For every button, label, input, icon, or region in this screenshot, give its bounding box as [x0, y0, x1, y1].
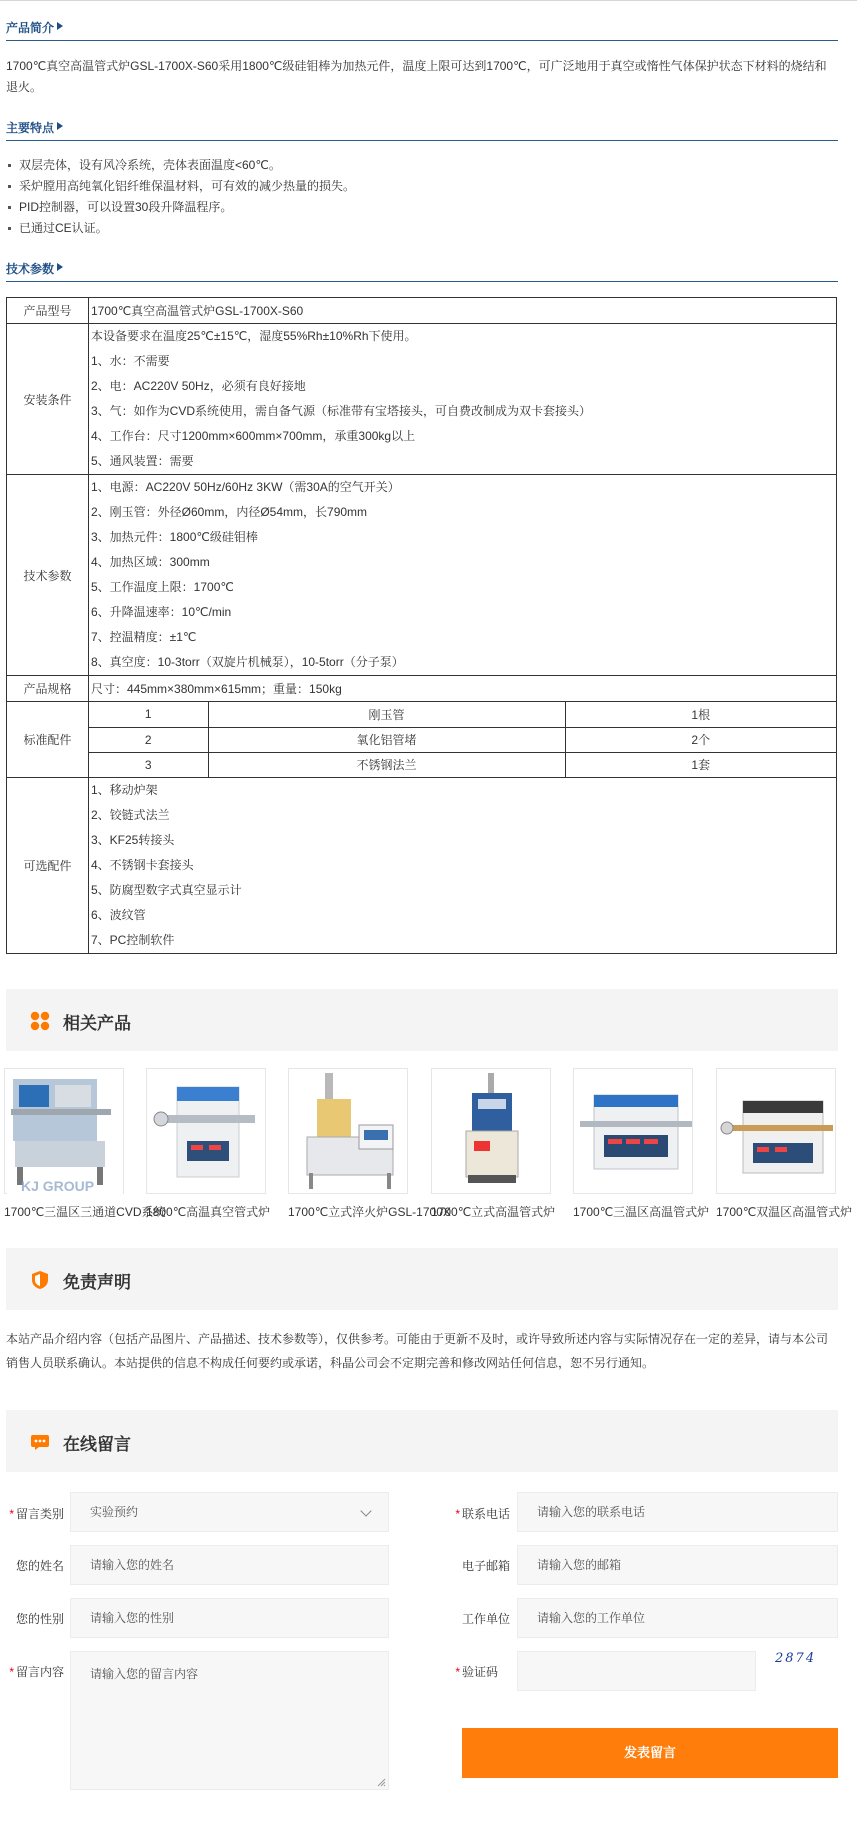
- accessory-row: [89, 752, 836, 777]
- type-label-text: 留言类别: [15, 1507, 64, 1521]
- product-thumbnail[interactable]: [288, 1068, 408, 1194]
- type-select[interactable]: [70, 1492, 389, 1532]
- section-intro-title: 产品简介: [6, 21, 55, 35]
- feature-item: 已通过CE认证。: [6, 218, 355, 239]
- name-input[interactable]: 请输入您的姓名: [70, 1545, 389, 1585]
- tech-line: 1、电源：AC220V 50Hz/60Hz 3KW（需30A的空气开关）: [91, 480, 400, 494]
- captcha-input[interactable]: [517, 1651, 756, 1691]
- spec-value-size: 尺寸：445mm×380mm×615mm；重量：150kg: [89, 676, 837, 702]
- type-label: [4, 1505, 64, 1522]
- spec-label-size: 产品规格: [7, 676, 89, 702]
- table-row: [7, 778, 837, 954]
- tech-line: 7、控温精度：±1℃: [91, 630, 197, 644]
- message-header: [6, 1410, 838, 1472]
- spec-label-model: 产品型号: [7, 298, 89, 324]
- spec-label-accessories: 标准配件: [7, 702, 89, 778]
- install-line: 1、水：不需要: [91, 354, 170, 368]
- product-thumbnail[interactable]: [716, 1068, 836, 1194]
- section-params-header: [6, 260, 838, 282]
- shield-icon: [30, 1270, 50, 1290]
- phone-label-text: 联系电话: [461, 1507, 510, 1521]
- email-label: 电子邮箱: [461, 1559, 510, 1573]
- spec-table: [6, 297, 837, 954]
- triangle-right-icon: [57, 22, 63, 30]
- required-mark: *: [9, 1507, 14, 1521]
- optional-line: 7、PC控制软件: [91, 933, 175, 947]
- related-product-card[interactable]: [573, 1068, 710, 1220]
- content-label: [4, 1663, 64, 1680]
- section-features-title: 主要特点: [6, 121, 55, 135]
- feature-list: [6, 155, 355, 239]
- top-divider: [0, 0, 857, 1]
- submit-button[interactable]: 发表留言: [462, 1728, 838, 1778]
- optional-line: 1、移动炉架: [91, 783, 158, 797]
- related-product-card[interactable]: [431, 1068, 556, 1220]
- spec-value-tech: [89, 475, 837, 676]
- section-params-title: 技术参数: [6, 262, 55, 276]
- install-line: 4、工作台：尺寸1200mm×600mm×700mm，承重300kg以上: [91, 429, 416, 443]
- accessory-row: [89, 702, 836, 727]
- related-products-title: 相关产品: [63, 1014, 131, 1033]
- section-intro-header: [6, 19, 838, 41]
- watermark-text: KJ GROUP: [21, 1178, 95, 1194]
- install-line: 2、电：AC220V 50Hz，必须有良好接地: [91, 379, 306, 393]
- optional-line: 4、不锈钢卡套接头: [91, 858, 194, 872]
- gender-label: 您的性别: [15, 1612, 64, 1626]
- product-thumbnail[interactable]: [573, 1068, 693, 1194]
- content-label-text: 留言内容: [15, 1665, 64, 1679]
- three-zone-furnace-image: [574, 1069, 694, 1195]
- triangle-right-icon: [57, 263, 63, 271]
- related-product-card[interactable]: [4, 1068, 166, 1220]
- spec-value-accessories: [89, 702, 837, 778]
- accessory-name: 刚玉管: [208, 702, 565, 727]
- required-mark: *: [455, 1507, 460, 1521]
- captcha-image[interactable]: 2874: [775, 1651, 817, 1666]
- product-thumbnail[interactable]: [4, 1068, 124, 1194]
- optional-line: 3、KF25转接头: [91, 833, 175, 847]
- accessory-row: [89, 727, 836, 752]
- triangle-right-icon: [57, 122, 63, 130]
- spec-label-install: 安装条件: [7, 324, 89, 475]
- related-product-name[interactable]: 1700℃三温区三通道CVD系统: [4, 1205, 166, 1219]
- related-product-name[interactable]: 1700℃立式高温管式炉: [431, 1205, 556, 1219]
- chat-bubble-icon: [30, 1432, 50, 1452]
- tech-line: 2、刚玉管：外径Ø60mm，内径Ø54mm，长790mm: [91, 505, 368, 519]
- product-thumbnail[interactable]: [431, 1068, 551, 1194]
- accessory-qty: 1根: [565, 702, 836, 727]
- related-product-card[interactable]: [716, 1068, 853, 1220]
- product-thumbnail[interactable]: [146, 1068, 266, 1194]
- tech-line: 3、加热元件：1800℃级硅钼棒: [91, 530, 258, 544]
- disclaimer-header: [6, 1248, 838, 1310]
- related-product-card[interactable]: [288, 1068, 451, 1220]
- feature-item: 采炉膛用高纯氧化铝纤维保温材料，可有效的减少热量的损失。: [6, 176, 355, 197]
- content-placeholder: 请输入您的留言内容: [90, 1667, 199, 1681]
- grid-dots-icon: [30, 1011, 50, 1031]
- tech-line: 6、升降温速率：10℃/min: [91, 605, 232, 619]
- spec-value-optional: [89, 778, 837, 954]
- vertical-quench-furnace-image: [289, 1069, 409, 1195]
- phone-label: [446, 1505, 510, 1522]
- related-product-name[interactable]: 1700℃立式淬火炉GSL-1700X: [288, 1205, 451, 1219]
- accessory-no: 3: [144, 757, 152, 772]
- chevron-down-icon: [360, 1505, 371, 1516]
- optional-line: 2、铰链式法兰: [91, 808, 170, 822]
- spec-value-model: 1700℃真空高温管式炉GSL-1700X-S60: [89, 298, 837, 324]
- tube-furnace-image: [147, 1069, 267, 1195]
- optional-line: 6、波纹管: [91, 908, 146, 922]
- install-line: 3、气：如作为CVD系统使用，需自备气源（标准带有宝塔接头，可自费改制成为双卡套接头）: [91, 404, 592, 418]
- intro-text: 1700℃真空高温管式炉GSL-1700X-S60采用1800℃级硅钼棒为加热元件，温度上限可达到1700℃，可广泛地用于真空或惰性气体保护状态下材料的烧结和退火。: [6, 59, 827, 94]
- table-row: [7, 298, 837, 324]
- spec-label-tech: 技术参数: [7, 475, 89, 676]
- related-product-name[interactable]: 1700℃双温区高温管式炉: [716, 1205, 853, 1219]
- accessory-no: 1: [89, 702, 208, 727]
- table-row: [7, 702, 837, 778]
- tech-line: 5、工作温度上限：1700℃: [91, 580, 234, 594]
- gender-input[interactable]: 请输入您的性别: [70, 1598, 389, 1638]
- tech-line: 8、真空度：10-3torr（双旋片机械泵），10-5torr（分子泵）: [91, 655, 404, 669]
- disclaimer-text: 本站产品介绍内容（包括产品图片、产品描述、技术参数等），仅供参考。可能由于更新不及时，或许导致所述内容与实际情况存在一定的差异，请与本公司销售人员联系确认。本站提供的信息不构成任何要约或承诺，科晶公司会不定期完善和修改网站任何信息，恕不另行通知。: [6, 1332, 829, 1370]
- company-input[interactable]: 请输入您的工作单位: [517, 1598, 838, 1638]
- vertical-tube-furnace-image: [432, 1069, 552, 1195]
- resize-handle-icon[interactable]: [377, 1778, 385, 1786]
- tube-furnace-cvd-image: [5, 1069, 125, 1195]
- related-product-card[interactable]: [146, 1068, 271, 1220]
- section-features-header: [6, 119, 838, 141]
- related-product-name[interactable]: 1800℃高温真空管式炉: [146, 1205, 271, 1219]
- install-line: 5、通风装置：需要: [91, 454, 194, 468]
- accessory-no: 2: [89, 727, 208, 752]
- accessory-qty: 2个: [565, 727, 836, 752]
- table-row: [7, 475, 837, 676]
- company-label: 工作单位: [461, 1612, 510, 1626]
- related-product-name[interactable]: 1700℃三温区高温管式炉: [573, 1205, 710, 1219]
- name-label: 您的姓名: [15, 1559, 64, 1573]
- dual-zone-furnace-image: [717, 1069, 837, 1195]
- accessory-qty: 1套: [691, 758, 711, 773]
- content-textarea[interactable]: [70, 1651, 389, 1790]
- spec-label-optional: 可选配件: [7, 778, 89, 954]
- accessory-name: 不锈钢法兰: [208, 752, 565, 777]
- email-input[interactable]: 请输入您的邮箱: [517, 1545, 838, 1585]
- accessory-name: 氧化铝管堵: [208, 727, 565, 752]
- message-title: 在线留言: [63, 1435, 131, 1454]
- install-line: 本设备要求在温度25℃±15℃，湿度55%Rh±10%Rh下使用。: [91, 329, 417, 343]
- spec-value-install: [89, 324, 837, 475]
- table-row: [7, 676, 837, 702]
- tech-line: 4、加热区域：300mm: [91, 555, 210, 569]
- captcha-label: [446, 1663, 498, 1680]
- disclaimer-title: 免责声明: [63, 1273, 131, 1292]
- captcha-label-text: 验证码: [461, 1665, 498, 1679]
- type-select-value: 实验预约: [90, 1505, 139, 1519]
- optional-line: 5、防腐型数字式真空显示计: [91, 883, 242, 897]
- table-row: [7, 324, 837, 475]
- required-mark: *: [455, 1665, 460, 1679]
- feature-item: 双层壳体，设有风冷系统，壳体表面温度<60℃。: [6, 155, 355, 176]
- phone-input[interactable]: 请输入您的联系电话: [517, 1492, 838, 1532]
- accessory-table: [89, 702, 836, 777]
- related-products-header: [6, 989, 838, 1051]
- required-mark: *: [9, 1665, 14, 1679]
- feature-item: PID控制器，可以设置30段升降温程序。: [6, 197, 355, 218]
